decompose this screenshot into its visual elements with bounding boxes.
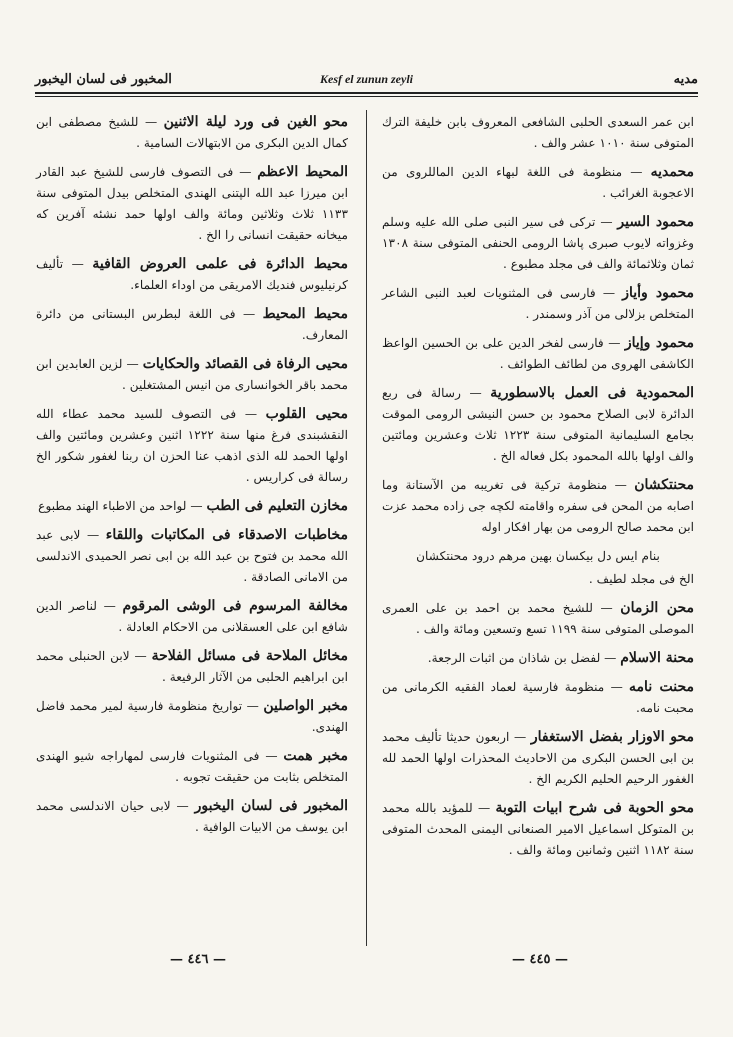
entry-term: محمود السير xyxy=(617,214,694,230)
entry-body: — للشيخ محمد بن احمد بن على العمرى الموصلى المتوفى سنة ١١٩٩ تسع وتسعين ومائة والف . xyxy=(382,601,694,636)
entry-term: مخائل الملاحة فى مسائل الفلاحة xyxy=(151,648,348,664)
entry xyxy=(382,212,694,275)
entry-term: المخبور فى لسان اليخبور xyxy=(194,798,348,814)
entry-body: ابن عمر السعدى الحلبى الشافعى المعروف بابن خليفة الترك المتوفى سنة ١٠١٠ عشر والف . xyxy=(382,115,694,150)
entry xyxy=(382,162,694,204)
entry-body: — فارسى فى المثنويات لعبد النبى الشاعر المتخلص بزلالى من آذر وسمندر . xyxy=(382,286,694,321)
entry xyxy=(36,496,348,517)
entry-term: محمود وأياز xyxy=(622,285,694,301)
entry-body: — لفضل بن شاذان من اثبات الرجعة. xyxy=(427,651,621,665)
entry-body: — للشيخ مصطفى ابن كمال الدين البكرى من الابتهالات السامية . xyxy=(36,115,348,150)
entry-term: محنت نامه xyxy=(629,679,694,695)
entry-term: المحمودية فى العمل بالاسطورية xyxy=(490,385,694,401)
entry-body: — رسالة فى ربع الدائرة لابى الصلاح محمود بن حسن النيشى الرومى الموقت بجامع السليمانية المتوفى سنة ١٢٢٣ ثلاث وعشرين ومائتين والف اولها بالله المحمود بكل فعاله الخ . xyxy=(382,386,694,463)
entry-term: محيط الدائرة فى علمى العروض القافية xyxy=(92,256,348,272)
entry xyxy=(36,646,348,688)
entry xyxy=(36,354,348,396)
entry-term: محيى القلوب xyxy=(265,406,348,422)
entry xyxy=(382,112,694,154)
entry xyxy=(382,283,694,325)
entry-term: المحيط الاعظم xyxy=(257,164,348,180)
header-right-title: مديه xyxy=(673,72,698,87)
entry-term: محمديه xyxy=(650,164,694,180)
entry-body: — منظومة فارسية لعماد الفقيه الكرمانى من محبت نامه. xyxy=(382,680,694,715)
entry-body: — فى اللغة لبطرس البستانى من دائرة المعارف. xyxy=(36,307,348,342)
entry-body: — للمؤيد بالله محمد بن المتوكل اسماعيل الامير الصنعانى اليمنى المحدث المتوفى سنة ١١٨٢ اثنين وثمانين ومائة والف . xyxy=(382,801,694,857)
entry-body: — اربعون حديثا تأليف محمد بن ابى الحسن البكرى من الاحاديث المحذرات اولها الحمد لله الغفور الرحيم الحليم الكريم الخ . xyxy=(382,730,694,786)
entry-body: — تأليف كرنيليوس فنديك الامريقى من اوداء العلماء. xyxy=(36,257,348,292)
entry-body: الخ فى مجلد لطيف . xyxy=(588,572,694,586)
entry xyxy=(382,727,694,790)
entry xyxy=(382,333,694,375)
entry-body: — فى التصوف للسيد محمد عطاء الله النقشبندى فرغ منها سنة ١٢٢٢ اثنين وعشرين ومائتين والف اولها الحمد لله الذى اذهب عنا الحزن ان ربنا لغفور شكور الخ رسالة فى كراريس . xyxy=(36,407,348,484)
entry-body: — فارسى لفخر الدين على بن الحسين الواعظ الكاشفى الهروى من لطائف الطوائف . xyxy=(382,336,694,371)
entry-body: — لابى عبد الله محمد بن فتوح بن عبد الله بن ابى نصر الحميدى الاندلسى من الامانى الصادقة . xyxy=(36,528,348,584)
entry xyxy=(36,254,348,296)
left-page-number: — ٤٤٦ — xyxy=(170,952,227,967)
entry xyxy=(382,677,694,719)
entry-term: محيط المحيط xyxy=(262,306,348,322)
entry xyxy=(382,798,694,861)
entry-term: مخاطبات الاصدقاء فى المكاتبات واللقاء xyxy=(105,527,348,543)
entry-body: — منظومة تركية فى تغريبه من الآستانة وما اصابه من المحن فى سفره واقامته لكچه جى زاده محمد عزت ابن محمد صالح الرومى من بهار افكار اوله xyxy=(382,478,694,534)
entry-body: — فى المثنويات فارسى لمهاراجه شيو الهندى المتخلص بثابت من حقيقت تجوبه . xyxy=(36,749,348,784)
entry xyxy=(36,796,348,838)
entry-body: — تواريخ منظومة فارسية لمير محمد فاضل الهندى. xyxy=(36,699,348,734)
entry xyxy=(382,383,694,467)
right-page-number: — ٤٤٥ — xyxy=(512,952,569,967)
verse-line xyxy=(382,546,694,567)
entry xyxy=(382,475,694,538)
left-column xyxy=(36,112,348,846)
entry-term: محنتكشان xyxy=(634,477,694,493)
entry-body: — منظومة فى اللغة لبهاء الدين الماللروى من الاعجوبة الغرائب . xyxy=(382,165,694,200)
entry xyxy=(36,696,348,738)
entry-body: — لناصر الدين شافع ابن على العسقلانى من الاحكام العادلة . xyxy=(36,599,348,634)
entry-body: — لابى حيان الاندلسى محمد ابن يوسف من الابيات الوافية . xyxy=(36,799,348,834)
entry-term: مخازن التعليم فى الطب xyxy=(206,498,348,514)
entry-term: محيى الرفاة فى القصائد والحكايات xyxy=(142,356,349,372)
entry xyxy=(36,746,348,788)
entry-term: محو الاوزار بفضل الاستغفار xyxy=(530,729,694,745)
entry xyxy=(36,162,348,246)
entry-body: — لواحد من الاطباء الهند مطبوع xyxy=(38,499,207,513)
entry-body: بنام ايس دل بيكسان بهين مرهم درود محنتكشان xyxy=(416,549,660,563)
entry-term: محو الحوبة فى شرح ابيات التوبة xyxy=(495,800,694,816)
column-divider xyxy=(366,110,367,946)
entry xyxy=(36,525,348,588)
entry xyxy=(36,304,348,346)
entry-term: محمود وإياز xyxy=(624,335,694,351)
entry xyxy=(382,598,694,640)
header-book-title: Kesf el zunun zeyli xyxy=(319,72,413,86)
right-column xyxy=(382,112,694,869)
entry-term: محن الزمان xyxy=(620,600,694,616)
entry-term: مخبر همت xyxy=(283,748,348,764)
header-rule xyxy=(35,96,698,97)
entry-body: — لزين العابدين ابن محمد باقر الخوانسارى من انيس المشتغلين . xyxy=(36,357,348,392)
entry-body: — فى التصوف فارسى للشيخ عبد القادر ابن ميرزا عبد الله الپتنى الهندى المتخلص بيدل المتوفى سنة ١١٣٣ ثلاث وثلاثين ومائة والف اولها حمد نشئه آفرين كه ميخانه حقيقت انسانى را الخ . xyxy=(36,165,348,242)
entry xyxy=(36,404,348,488)
entry-term: مخالفة المرسوم فى الوشى المرقوم xyxy=(122,598,348,614)
entry xyxy=(382,569,694,590)
entry xyxy=(36,596,348,638)
entry-body: — تركى فى سير النبى صلى الله عليه وسلم وغزواته لايوب صبرى پاشا الرومى الحنفى المتوفى سنة ١٣٠٨ ثمان وثلاثمائة والف فى مجلد مطبوع . xyxy=(382,215,694,271)
entry-term: مخبر الواصلين xyxy=(263,698,348,714)
running-header xyxy=(35,70,698,94)
entry xyxy=(382,648,694,669)
entry-term: محنة الاسلام xyxy=(620,650,694,666)
entry-term: محو الغين فى ورد ليلة الاثنين xyxy=(163,114,348,130)
entry xyxy=(36,112,348,154)
header-left-title: المخبور فى لسان اليخبور xyxy=(35,72,172,87)
entry-body: — لابن الحنبلى محمد ابن ابراهيم الحلبى من الآثار الرفيعة . xyxy=(36,649,348,684)
